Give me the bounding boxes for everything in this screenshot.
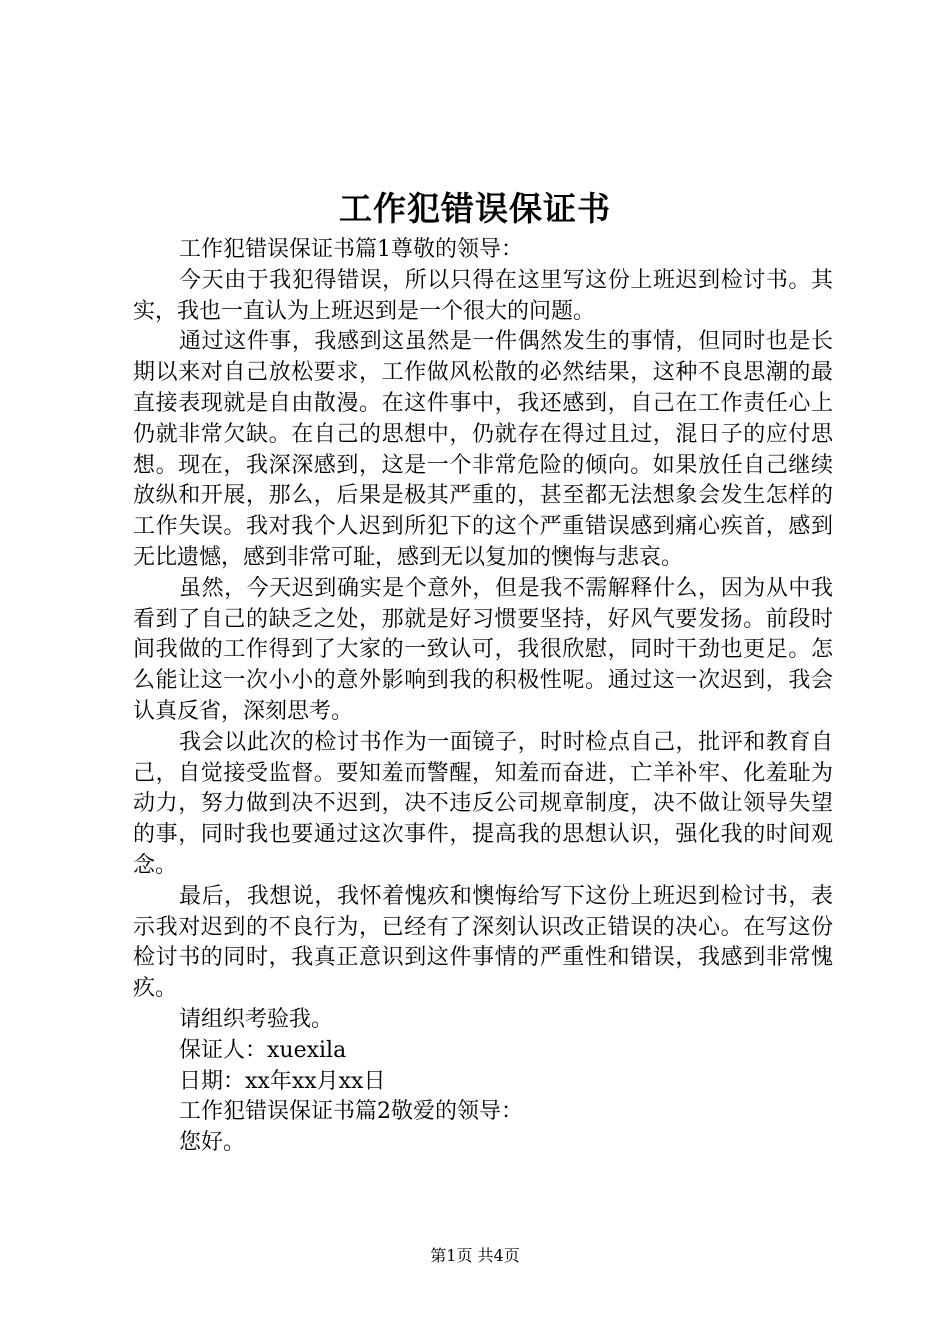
page-footer: [0, 1244, 950, 1268]
paragraph-7: 请组织考验我。: [179, 1006, 334, 1032]
page-total: 共4页: [477, 1246, 520, 1265]
document-title: 工作犯错误保证书: [339, 189, 611, 228]
guarantor-line: 保证人：xuexila: [179, 1037, 347, 1063]
document-body: [133, 235, 833, 1159]
paragraph-4: 虽然，今天迟到确实是个意外，但是我不需解释什么，因为从中我看到了自己的缺乏之处，那就是好习惯要坚持，好风气要发扬。前段时间我做的工作得到了大家的一致认可，我很欣慰，同时干劲也更足。怎么能让这一次小小的意外影响到我的积极性呢。通过这一次迟到，我会认真反省，深刻思考。: [133, 575, 833, 724]
paragraph-2: 今天由于我犯得错误，所以只得在这里写这份上班迟到检讨书。其实，我也一直认为上班迟到是一个很大的问题。: [133, 267, 833, 324]
paragraph-5: 我会以此次的检讨书作为一面镜子，时时检点自己，批评和教育自己，自觉接受监督。要知羞而警醒，知羞而奋进，亡羊补牢、化羞耻为动力，努力做到决不迟到，决不违反公司规章制度，决不做让领导失望的事，同时我也要通过这次事件，提高我的思想认识，强化我的时间观念。: [133, 729, 833, 878]
paragraph-10: 工作犯错误保证书篇2敬爱的领导：: [179, 1099, 523, 1125]
page-number: 第1页: [430, 1246, 473, 1265]
paragraph-1: 工作犯错误保证书篇1尊敬的领导：: [179, 237, 523, 262]
paragraph-11: 您好。: [179, 1130, 246, 1156]
paragraph-3: 通过这件事，我感到这虽然是一件偶然发生的事情，但同时也是长期以来对自己放松要求，工作做风松散的必然结果，这种不良思潮的最直接表现就是自由散漫。在这件事中，我还感到，自己在工作责任心上仍就非常欠缺。在自己的思想中，仍就存在得过且过，混日子的应付思想。现在，我深深感到，这是一个非常危险的倾向。如果放任自己继续放纵和开展，那么，后果是极其严重的，甚至都无法想象会发生怎样的工作失误。我对我个人迟到所犯下的这个严重错误感到痛心疾首，感到无比遗憾，感到非常可耻，感到无以复加的懊悔与悲哀。: [133, 329, 833, 570]
date-line: 日期：xx年xx月xx日: [179, 1068, 386, 1094]
paragraph-6: 最后，我想说，我怀着愧疚和懊悔给写下这份上班迟到检讨书，表示我对迟到的不良行为，已经有了深刻认识改正错误的决心。在写这份检讨书的同时，我真正意识到这件事情的严重性和错误，我感到非常愧疚。: [133, 883, 833, 1002]
